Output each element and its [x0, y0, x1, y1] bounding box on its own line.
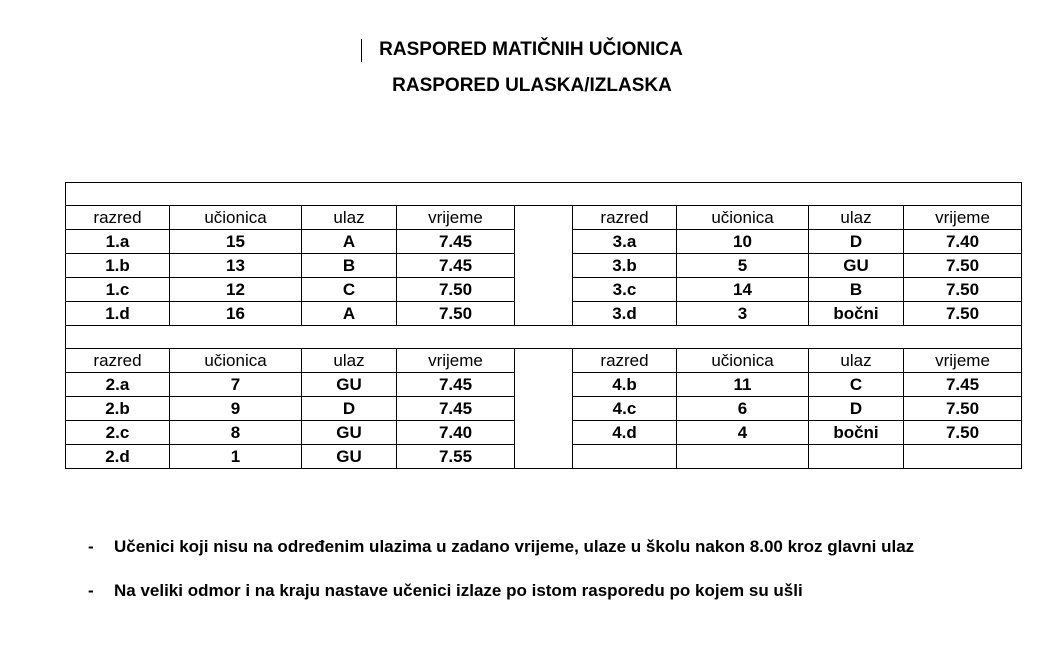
page-title: RASPORED MATIČNIH UČIONICA [379, 39, 683, 60]
table-cell: D [809, 230, 904, 254]
table-cell [904, 445, 1022, 469]
column-header: vrijeme [397, 349, 515, 373]
table-cell: 2.a [66, 373, 170, 397]
table-cell: 7.45 [397, 373, 515, 397]
table-cell: 4.c [573, 397, 677, 421]
table-cell: 7.45 [397, 254, 515, 278]
table-cell: B [809, 278, 904, 302]
header-row [66, 206, 1022, 230]
table-cell: 12 [170, 278, 302, 302]
table-cell: 3.d [573, 302, 677, 326]
note-item [88, 537, 914, 557]
table-cell: 7.50 [904, 254, 1022, 278]
table-cell: 2.b [66, 397, 170, 421]
table-cell: 16 [170, 302, 302, 326]
column-header: učionica [170, 206, 302, 230]
table-cell: 3 [677, 302, 809, 326]
table-cell: 4.b [573, 373, 677, 397]
header-row [66, 349, 1022, 373]
table-cell: 7.50 [397, 278, 515, 302]
schedule-table [65, 182, 1022, 469]
table-cell: 1 [170, 445, 302, 469]
table-cell: 9 [170, 397, 302, 421]
table-cell: 1.b [66, 254, 170, 278]
table-cell: 1.a [66, 230, 170, 254]
table-cell: 7.50 [397, 302, 515, 326]
note-item [88, 581, 803, 601]
column-header: učionica [170, 349, 302, 373]
schedule-table-body [66, 183, 1022, 469]
table-cell: 7.40 [904, 230, 1022, 254]
table-cell: 8 [170, 421, 302, 445]
column-header: razred [66, 349, 170, 373]
spacer-cell [66, 326, 1022, 349]
column-header: razred [66, 206, 170, 230]
table-cell: D [302, 397, 397, 421]
table-cell: 7.45 [397, 230, 515, 254]
column-header: ulaz [809, 206, 904, 230]
table-cell: bočni [809, 421, 904, 445]
table-cell: 2.d [66, 445, 170, 469]
table-cell: 5 [677, 254, 809, 278]
column-header: razred [573, 349, 677, 373]
table-cell: 7 [170, 373, 302, 397]
table-cell [677, 445, 809, 469]
table-cell: GU [302, 445, 397, 469]
table-cell: C [302, 278, 397, 302]
table-cell: A [302, 230, 397, 254]
table-cell: 15 [170, 230, 302, 254]
spacer-row [66, 326, 1022, 349]
table-cell: 7.50 [904, 278, 1022, 302]
table-cell: bočni [809, 302, 904, 326]
column-header: vrijeme [397, 206, 515, 230]
page-subtitle: RASPORED ULASKA/IZLASKA [392, 75, 672, 96]
gap-cell [515, 206, 573, 326]
table-cell [573, 445, 677, 469]
column-header: vrijeme [904, 349, 1022, 373]
gap-cell [515, 349, 573, 469]
table-cell: 1.c [66, 278, 170, 302]
table-cell: 7.45 [904, 373, 1022, 397]
column-header: ulaz [809, 349, 904, 373]
column-header: učionica [677, 349, 809, 373]
table-cell: D [809, 397, 904, 421]
table-cell: GU [302, 373, 397, 397]
spacer-cell [66, 183, 1022, 206]
table-cell: GU [302, 421, 397, 445]
table-cell: 11 [677, 373, 809, 397]
table-cell: 6 [677, 397, 809, 421]
table-cell: GU [809, 254, 904, 278]
column-header: ulaz [302, 349, 397, 373]
table-cell: 1.d [66, 302, 170, 326]
bullet-marker: - [88, 537, 94, 556]
bullet-marker: - [88, 581, 94, 600]
table-cell: 10 [677, 230, 809, 254]
table-cell: 7.40 [397, 421, 515, 445]
table-cell: 13 [170, 254, 302, 278]
table-cell: 3.c [573, 278, 677, 302]
column-header: ulaz [302, 206, 397, 230]
table-cell: 7.45 [397, 397, 515, 421]
column-header: učionica [677, 206, 809, 230]
table-cell [809, 445, 904, 469]
table-cell: 2.c [66, 421, 170, 445]
table-cell: 7.55 [397, 445, 515, 469]
table-cell: 3.b [573, 254, 677, 278]
column-header: razred [573, 206, 677, 230]
column-header: vrijeme [904, 206, 1022, 230]
table-cell: 14 [677, 278, 809, 302]
note-text: Učenici koji nisu na određenim ulazima u zadano vrijeme, ulaze u školu nakon 8.00 kroz glavni ulaz [114, 537, 915, 556]
note-text: Na veliki odmor i na kraju nastave učenici izlaze po istom rasporedu po kojem su ušli [114, 581, 803, 600]
table-cell: A [302, 302, 397, 326]
table-cell: B [302, 254, 397, 278]
table-cell: 7.50 [904, 421, 1022, 445]
spacer-row [66, 183, 1022, 206]
table-cell: 4 [677, 421, 809, 445]
table-cell: 7.50 [904, 397, 1022, 421]
table-cell: C [809, 373, 904, 397]
table-cell: 7.50 [904, 302, 1022, 326]
table-cell: 3.a [573, 230, 677, 254]
table-cell: 4.d [573, 421, 677, 445]
